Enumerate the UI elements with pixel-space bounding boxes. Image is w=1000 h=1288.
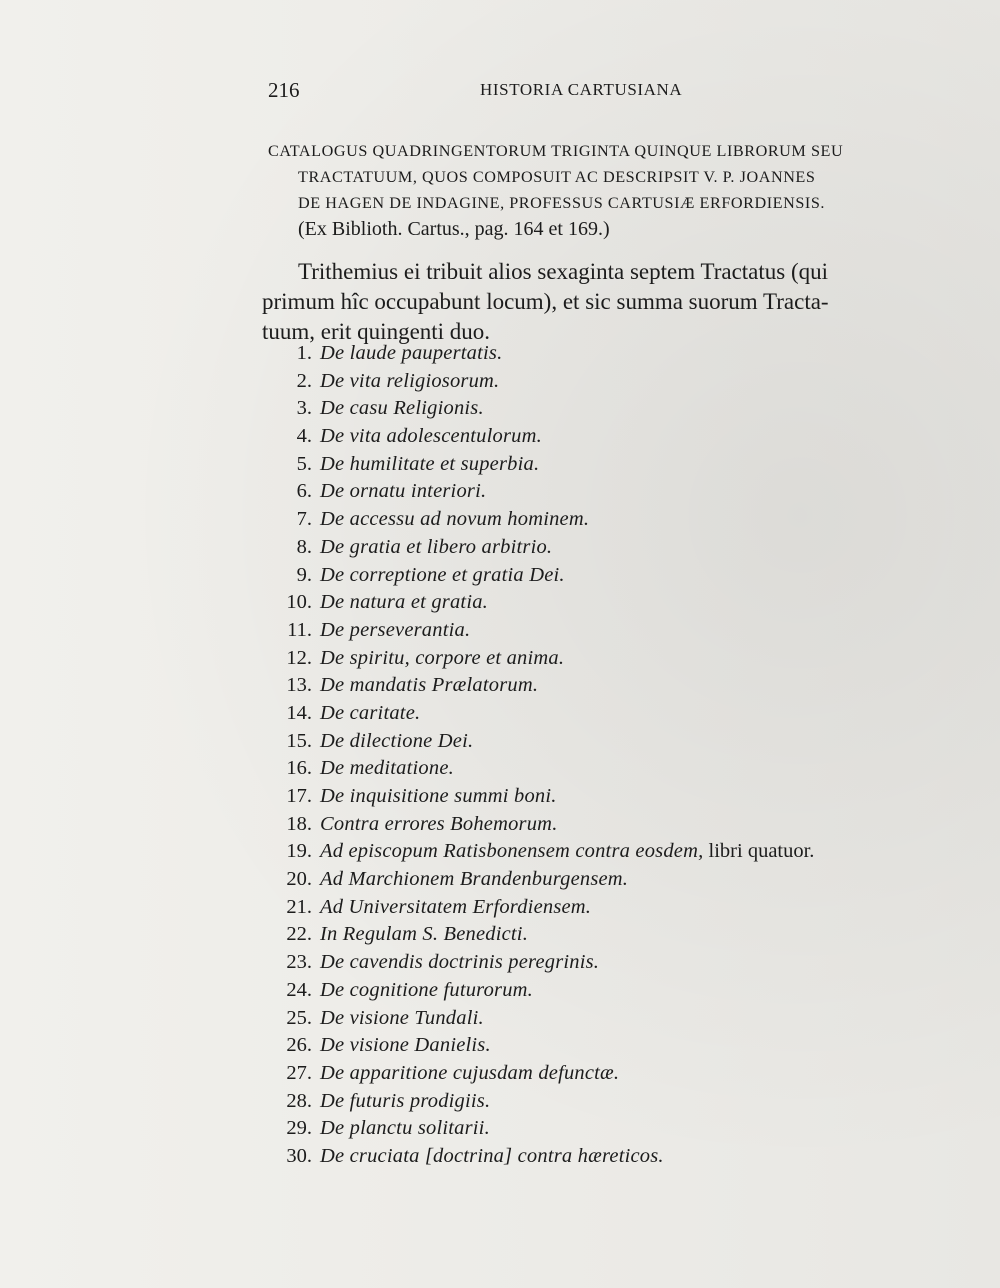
list-item-title: De vita adolescentulorum. xyxy=(320,425,542,448)
list-item-number: 13. xyxy=(286,674,312,697)
list-item xyxy=(262,1032,922,1060)
list-item-title: De cavendis doctrinis peregrinis. xyxy=(320,951,600,974)
list-item xyxy=(262,340,922,368)
list-item-title: De visione Danielis. xyxy=(320,1034,491,1057)
list-item xyxy=(262,534,922,562)
list-item-title: De dilectione Dei. xyxy=(320,729,474,752)
list-item-title: De vita religiosorum. xyxy=(320,369,500,392)
intro-line: tuum, erit quingenti duo. xyxy=(262,319,491,344)
list-item xyxy=(262,1143,922,1171)
list-item-number: 1. xyxy=(296,342,312,364)
list-item-number: 29. xyxy=(286,1117,312,1140)
list-item-number: 5. xyxy=(296,452,312,475)
list-item-number: 4. xyxy=(296,425,312,448)
list-item-number: 19. xyxy=(286,840,312,863)
list-item xyxy=(262,1060,922,1088)
list-item-number: 23. xyxy=(286,951,312,974)
list-item xyxy=(262,811,922,839)
list-item-number: 12. xyxy=(286,646,312,669)
list-item xyxy=(262,921,922,949)
list-item-title: De gratia et libero arbitrio. xyxy=(320,535,553,558)
list-item xyxy=(262,949,922,977)
list-item-number: 25. xyxy=(286,1006,312,1029)
list-item-title: De cognitione futurorum. xyxy=(320,978,534,1001)
list-item-title: De caritate. xyxy=(320,701,421,724)
list-item-title: De apparitione cujusdam defunctæ. xyxy=(320,1061,620,1084)
list-item-number: 27. xyxy=(286,1061,312,1084)
page-number: 216 xyxy=(268,78,300,102)
list-item xyxy=(262,506,922,534)
list-item-number: 14. xyxy=(286,701,312,724)
list-item-number: 11. xyxy=(287,618,312,641)
list-item-number: 7. xyxy=(296,508,312,531)
list-item-number: 24. xyxy=(286,978,312,1001)
list-item-title: Ad Universitatem Erfordiensem. xyxy=(320,895,592,918)
list-item-number: 26. xyxy=(286,1034,312,1057)
list-item xyxy=(262,617,922,645)
list-item-title: De humilitate et superbia. xyxy=(320,452,540,475)
list-item-number: 17. xyxy=(286,785,312,807)
list-item-number: 10. xyxy=(286,591,312,614)
list-item-title: De inquisitione summi boni. xyxy=(320,785,557,807)
list-item-title: In Regulam S. Benedicti. xyxy=(320,923,529,946)
list-item-title: De meditatione. xyxy=(320,757,454,780)
list-item xyxy=(262,894,922,922)
list-item xyxy=(262,562,922,590)
list-item xyxy=(262,1115,922,1143)
list-item-number: 9. xyxy=(296,563,312,586)
list-item-number: 30. xyxy=(286,1144,312,1167)
list-item-suffix: libri quatuor. xyxy=(703,840,815,863)
intro-line: primum hîc occupabunt locum), et sic summa suorum Tracta- xyxy=(262,289,829,314)
list-item-title: Contra errores Bohemorum. xyxy=(320,812,558,835)
list-item xyxy=(262,672,922,700)
list-item xyxy=(262,589,922,617)
list-item-number: 20. xyxy=(286,868,312,891)
list-item xyxy=(262,451,922,479)
list-item xyxy=(262,368,922,396)
list-item-number: 16. xyxy=(286,757,312,780)
list-item-number: 18. xyxy=(286,812,312,835)
catalog-heading-line: DE HAGEN DE INDAGINE, PROFESSUS CARTUSIÆ ERFORDIENSIS. xyxy=(298,194,825,212)
list-item-number: 15. xyxy=(286,729,312,752)
running-head xyxy=(268,78,900,102)
list-item-title: De casu Religionis. xyxy=(320,397,484,420)
list-item xyxy=(262,838,922,866)
list-item-title: De mandatis Prælatorum. xyxy=(320,674,539,697)
list-item-title: De ornatu interiori. xyxy=(320,480,487,503)
list-item-number: 28. xyxy=(286,1089,312,1112)
list-item-title: De futuris prodigiis. xyxy=(320,1089,491,1112)
list-item xyxy=(262,423,922,451)
catalog-heading-line: TRACTATUUM, QUOS COMPOSUIT AC DESCRIPSIT V. P. JOANNES xyxy=(298,168,816,186)
catalog-source-reference: (Ex Biblioth. Cartus., pag. 164 et 169.) xyxy=(298,218,610,240)
catalog-heading xyxy=(268,138,908,242)
list-item-title: De planctu solitarii. xyxy=(320,1117,490,1140)
list-item xyxy=(262,755,922,783)
list-item-title: De accessu ad novum hominem. xyxy=(320,508,590,531)
list-item-number: 2. xyxy=(296,369,312,392)
list-item-number: 6. xyxy=(296,480,312,503)
list-item-title: De visione Tundali. xyxy=(320,1006,484,1029)
list-item-title: De spiritu, corpore et anima. xyxy=(320,646,565,669)
running-title: HISTORIA CARTUSIANA xyxy=(480,80,683,99)
intro-paragraph xyxy=(262,257,902,347)
list-item-title: De laude paupertatis. xyxy=(320,342,503,364)
list-item-number: 22. xyxy=(286,923,312,946)
list-item xyxy=(262,700,922,728)
list-item xyxy=(262,783,922,811)
list-item xyxy=(262,395,922,423)
list-item-number: 8. xyxy=(296,535,312,558)
catalog-heading-line: CATALOGUS QUADRINGENTORUM TRIGINTA QUINQUE LIBRORUM SEU xyxy=(268,142,844,160)
list-item xyxy=(262,1005,922,1033)
list-item-title: Ad Marchionem Brandenburgensem. xyxy=(320,868,629,891)
list-item-title: De correptione et gratia Dei. xyxy=(320,563,565,586)
list-item-title: De natura et gratia. xyxy=(320,591,488,614)
list-item-title: De perseverantia. xyxy=(320,618,471,641)
tractatus-list xyxy=(262,340,922,1171)
list-item xyxy=(262,1088,922,1116)
list-item xyxy=(262,866,922,894)
list-item xyxy=(262,728,922,756)
list-item-title: De cruciata [doctrina] contra hæreticos. xyxy=(320,1144,664,1167)
list-item-number: 3. xyxy=(296,397,312,420)
list-item xyxy=(262,977,922,1005)
list-item-title: Ad episcopum Ratisbonensem contra eosdem, xyxy=(320,840,704,863)
list-item xyxy=(262,645,922,673)
list-item xyxy=(262,478,922,506)
list-item-number: 21. xyxy=(286,895,312,918)
intro-line: Trithemius ei tribuit alios sexaginta septem Tractatus (qui xyxy=(298,259,829,284)
